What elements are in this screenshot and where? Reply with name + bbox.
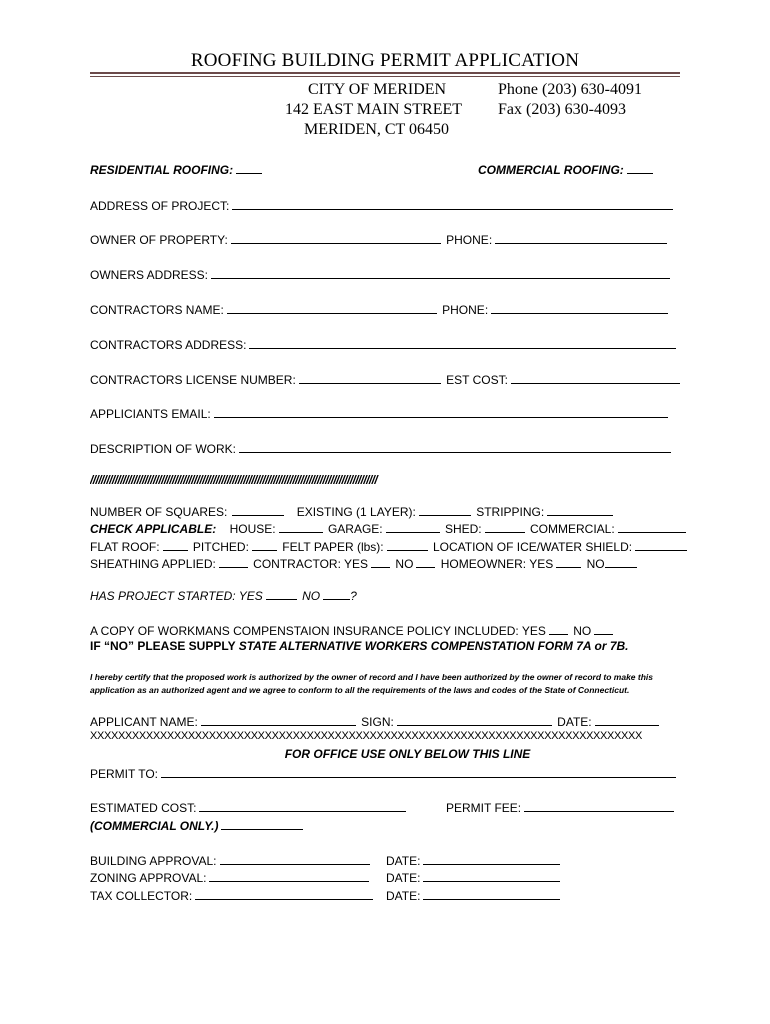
pitched-label: PITCHED: bbox=[192, 540, 249, 554]
permit-to-label: PERMIT TO: bbox=[90, 767, 159, 781]
insurance-note-lead: IF “NO” PLEASE SUPPLY bbox=[90, 639, 239, 653]
certification-line-1: I hereby certify that the proposed work is authorized by the owner of record and I have been authorized by the owner of record to make this bbox=[90, 672, 653, 682]
applicants-email-row bbox=[90, 405, 668, 421]
contractor-no-label: NO bbox=[395, 557, 414, 571]
signature-row bbox=[90, 713, 659, 729]
house-field[interactable] bbox=[279, 520, 323, 533]
address-of-project-field[interactable] bbox=[232, 197, 673, 210]
commercial-field[interactable] bbox=[618, 520, 686, 533]
contractors-license-label: CONTRACTORS LICENSE NUMBER: bbox=[90, 373, 296, 387]
homeowner-no-field[interactable] bbox=[605, 555, 637, 568]
zoning-approval-label: ZONING APPROVAL: bbox=[90, 871, 207, 885]
applicant-name-label: APPLICANT NAME: bbox=[90, 715, 198, 729]
building-date-row bbox=[386, 852, 560, 868]
existing-label: EXISTING (1 LAYER): bbox=[296, 505, 416, 519]
stripping-field[interactable] bbox=[547, 503, 613, 516]
address-of-project-label: ADDRESS OF PROJECT: bbox=[90, 199, 230, 213]
owner-of-property-field[interactable] bbox=[231, 231, 441, 244]
contractors-license-row bbox=[90, 371, 680, 387]
signature-date-label: DATE: bbox=[557, 715, 592, 729]
existing-field[interactable] bbox=[419, 503, 471, 516]
garage-label: GARAGE: bbox=[327, 522, 383, 536]
commercial-only-label: (COMMERCIAL ONLY.) bbox=[90, 819, 219, 833]
page-title: ROOFING BUILDING PERMIT APPLICATION bbox=[190, 50, 580, 71]
title-rule-thin bbox=[90, 76, 680, 77]
owner-phone-label: PHONE: bbox=[446, 233, 493, 247]
phone-number: Phone (203) 630-4091 bbox=[498, 81, 642, 98]
permit-fee-row bbox=[446, 799, 674, 815]
owner-of-property-row bbox=[90, 231, 667, 247]
contractors-license-field[interactable] bbox=[299, 371, 441, 384]
zoning-date-field[interactable] bbox=[423, 869, 560, 882]
contractor-phone-label: PHONE: bbox=[442, 303, 489, 317]
tax-collector-field[interactable] bbox=[195, 887, 373, 900]
homeowner-yes-label: HOMEOWNER: YES bbox=[440, 557, 554, 571]
contractors-address-row bbox=[90, 336, 676, 352]
contractors-name-label: CONTRACTORS NAME: bbox=[90, 303, 224, 317]
flat-roof-field[interactable] bbox=[163, 538, 188, 551]
insurance-row bbox=[90, 622, 613, 638]
office-separator: XXXXXXXXXXXXXXXXXXXXXXXXXXXXXXXXXXXXXXXXXXXXXXXXXXXXXXXXXXXXXXXXXXXXXXXXXXXXXXX bbox=[90, 730, 642, 742]
title-rule bbox=[90, 72, 680, 74]
estimated-cost-row bbox=[90, 799, 406, 815]
project-started-label: HAS PROJECT STARTED: YES bbox=[90, 589, 263, 603]
insurance-no-field[interactable] bbox=[594, 622, 613, 635]
description-of-work-field[interactable] bbox=[239, 440, 671, 453]
contractors-address-field[interactable] bbox=[249, 336, 676, 349]
owners-address-row bbox=[90, 266, 670, 282]
owner-of-property-label: OWNER OF PROPERTY: bbox=[90, 233, 228, 247]
check-applicable-label: CHECK APPLICABLE: bbox=[90, 522, 217, 536]
tax-date-label: DATE: bbox=[386, 889, 421, 903]
insurance-label: A COPY OF WORKMANS COMPENSTAION INSURANCE POLICY INCLUDED: YES bbox=[90, 624, 546, 638]
permit-to-row bbox=[90, 765, 676, 781]
city-name: CITY OF MERIDEN bbox=[308, 81, 447, 98]
office-use-heading: FOR OFFICE USE ONLY BELOW THIS LINE bbox=[284, 747, 531, 761]
zoning-date-row bbox=[386, 869, 560, 885]
building-date-field[interactable] bbox=[423, 852, 560, 865]
project-started-yes-field[interactable] bbox=[266, 587, 297, 600]
zoning-approval-field[interactable] bbox=[209, 869, 369, 882]
building-approval-label: BUILDING APPROVAL: bbox=[90, 854, 217, 868]
number-of-squares-field[interactable] bbox=[232, 503, 284, 516]
owner-phone-field[interactable] bbox=[495, 231, 667, 244]
contractor-phone-field[interactable] bbox=[491, 301, 668, 314]
garage-field[interactable] bbox=[386, 520, 440, 533]
owners-address-label: OWNERS ADDRESS: bbox=[90, 268, 209, 282]
zoning-approval-row bbox=[90, 869, 369, 885]
residential-roofing-field[interactable] bbox=[236, 161, 262, 174]
roof-type-row bbox=[90, 538, 687, 554]
sign-label: SIGN: bbox=[361, 715, 394, 729]
est-cost-field[interactable] bbox=[511, 371, 680, 384]
commercial-roofing-label: COMMERCIAL ROOFING: bbox=[478, 163, 624, 177]
squares-row bbox=[90, 503, 613, 519]
pitched-field[interactable] bbox=[252, 538, 277, 551]
building-date-label: DATE: bbox=[386, 854, 421, 868]
house-label: HOUSE: bbox=[229, 522, 276, 536]
ice-water-shield-field[interactable] bbox=[635, 538, 687, 551]
certification-line-2: application as an authorized agent and we agree to conform to all the requirements of the laws and codes of the State of Connecticut. bbox=[90, 685, 630, 695]
shed-field[interactable] bbox=[485, 520, 525, 533]
commercial-only-field[interactable] bbox=[221, 817, 303, 830]
sheathing-row bbox=[90, 555, 637, 571]
building-approval-field[interactable] bbox=[220, 852, 370, 865]
applicant-name-field[interactable] bbox=[201, 713, 356, 726]
felt-paper-field[interactable] bbox=[387, 538, 428, 551]
estimated-cost-field[interactable] bbox=[199, 799, 406, 812]
building-approval-row bbox=[90, 852, 370, 868]
project-started-question-mark: ? bbox=[350, 589, 357, 603]
contractor-yes-field[interactable] bbox=[371, 555, 390, 568]
tax-collector-label: TAX COLLECTOR: bbox=[90, 889, 193, 903]
tax-collector-row bbox=[90, 887, 373, 903]
ice-water-shield-label: LOCATION OF ICE/WATER SHIELD: bbox=[432, 540, 633, 554]
section-divider: ///////////////////////////////////////////////////////////////////////////////////////////////////////// bbox=[90, 473, 378, 487]
residential-roofing-label: RESIDENTIAL ROOFING: bbox=[90, 163, 234, 177]
insurance-note-form: STATE ALTERNATIVE WORKERS COMPENSTATION FORM 7A or 7B. bbox=[238, 639, 629, 653]
project-started-no-label: NO bbox=[302, 589, 321, 603]
contractors-address-label: CONTRACTORS ADDRESS: bbox=[90, 338, 247, 352]
sheathing-label: SHEATHING APPLIED: bbox=[90, 557, 216, 571]
insurance-no-label: NO bbox=[573, 624, 592, 638]
homeowner-yes-field[interactable] bbox=[556, 555, 581, 568]
contractor-no-field[interactable] bbox=[416, 555, 435, 568]
tax-date-field[interactable] bbox=[423, 887, 560, 900]
fax-number: Fax (203) 630-4093 bbox=[498, 101, 626, 118]
project-started-no-field[interactable] bbox=[323, 587, 350, 600]
tax-date-row bbox=[386, 887, 560, 903]
description-of-work-row bbox=[90, 440, 671, 456]
permit-fee-field[interactable] bbox=[524, 799, 674, 812]
sign-field[interactable] bbox=[397, 713, 552, 726]
insurance-yes-field[interactable] bbox=[549, 622, 568, 635]
applicants-email-field[interactable] bbox=[214, 405, 668, 418]
commercial-label: COMMERCIAL: bbox=[530, 522, 615, 536]
commercial-roofing bbox=[478, 161, 653, 177]
contractor-yes-label: CONTRACTOR: YES bbox=[253, 557, 369, 571]
contractors-name-row bbox=[90, 301, 668, 317]
project-started-row bbox=[90, 587, 357, 603]
flat-roof-label: FLAT ROOF: bbox=[90, 540, 160, 554]
number-of-squares-label: NUMBER OF SQUARES: bbox=[90, 505, 228, 519]
residential-roofing bbox=[90, 161, 262, 177]
homeowner-no-label: NO bbox=[586, 557, 605, 571]
zoning-date-label: DATE: bbox=[386, 871, 421, 885]
shed-label: SHED: bbox=[444, 522, 482, 536]
stripping-label: STRIPPING: bbox=[476, 505, 545, 519]
permit-to-field[interactable] bbox=[161, 765, 676, 778]
estimated-cost-label: ESTIMATED COST: bbox=[90, 801, 197, 815]
felt-paper-label: FELT PAPER (lbs): bbox=[282, 540, 384, 554]
check-applicable-row bbox=[90, 520, 686, 536]
street-address: 142 EAST MAIN STREET bbox=[285, 101, 463, 118]
applicants-email-label: APPLICIANTS EMAIL: bbox=[90, 407, 211, 421]
insurance-note bbox=[90, 639, 629, 653]
sheathing-field[interactable] bbox=[219, 555, 248, 568]
commercial-roofing-field[interactable] bbox=[627, 161, 653, 174]
owners-address-field[interactable] bbox=[211, 266, 670, 279]
description-of-work-label: DESCRIPTION OF WORK: bbox=[90, 442, 237, 456]
commercial-only-row bbox=[90, 817, 303, 833]
contractors-name-field[interactable] bbox=[227, 301, 437, 314]
est-cost-label: EST COST: bbox=[446, 373, 508, 387]
address-of-project-row bbox=[90, 197, 673, 213]
signature-date-field[interactable] bbox=[595, 713, 659, 726]
city-state: MERIDEN, CT 06450 bbox=[304, 121, 450, 138]
permit-fee-label: PERMIT FEE: bbox=[446, 801, 522, 815]
